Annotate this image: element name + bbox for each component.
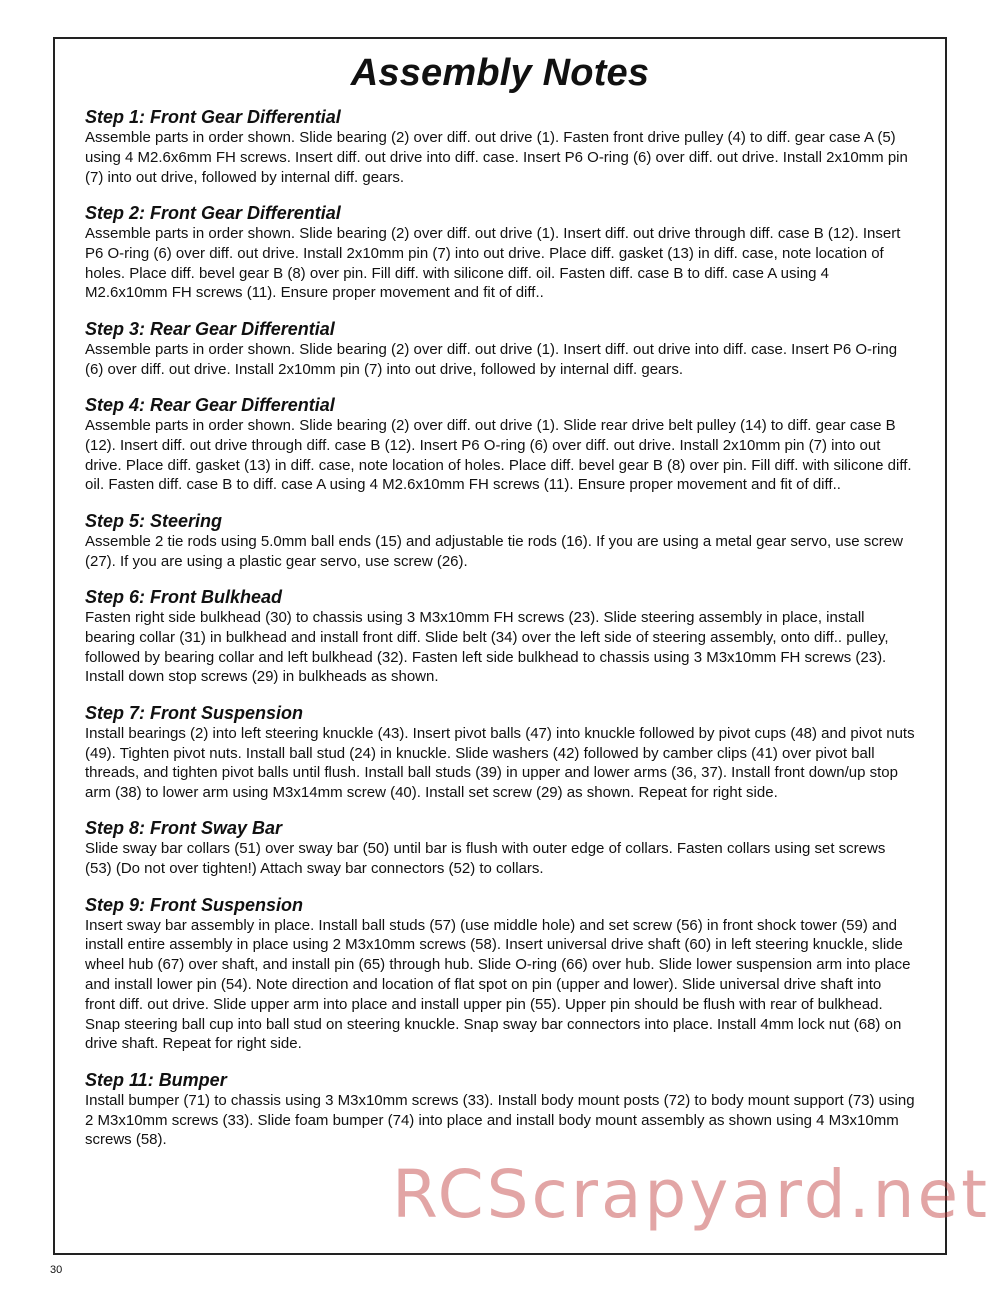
step-text: Assemble parts in order shown. Slide bearing (2) over diff. out drive (1). Insert diff. out drive through diff. case B (12). Insert P6 O-ring (6) over diff. out drive. Install 2x10mm pin (7) into out drive. Place diff. gasket (13) in diff. case, note location of holes. Place diff. bevel gear B (8) over pin. Fill diff. with silicone diff. oil. Fasten diff. case B to diff. case A using 4 M2.6x10mm FH screws (11). Ensure proper movement and fit of diff.. <box>85 224 901 302</box>
step-heading: Step 3: Rear Gear Differential <box>85 318 335 339</box>
page-title: Assembly Notes <box>350 52 650 94</box>
step-heading: Step 4: Rear Gear Differential <box>85 394 335 415</box>
step-heading: Step 9: Front Suspension <box>85 894 304 915</box>
step-4 <box>85 394 915 495</box>
step-3 <box>85 318 915 380</box>
step-2 <box>85 202 915 303</box>
step-heading: Step 5: Steering <box>85 510 223 531</box>
step-heading: Step 11: Bumper <box>85 1069 227 1090</box>
step-text: Assemble parts in order shown. Slide bearing (2) over diff. out drive (1). Slide rear drive belt pulley (14) to diff. gear case B (12). Insert diff. out drive through diff. case B (12). Insert P6 O-ring (6) over diff. out drive. Install 2x10mm pin (7) into out drive. Place diff. gasket (13) in diff. case, note location of holes. Place diff. bevel gear B (8) over pin. Fill diff. with silicone diff. oil. Fasten diff. case B to diff. case A using 4 M2.6x10mm FH screws (11). Ensure proper movement and fit of diff.. <box>85 416 912 494</box>
step-text: Fasten right side bulkhead (30) to chassis using 3 M3x10mm FH screws (23). Slide steering assembly in place, install bearing collar (31) in bulkhead and install front diff. Slide belt (34) over the left side of steering assembly, onto diff.. pulley, followed by bearing collar and left bulkhead (32). Fasten left side bulkhead to chassis using 3 M3x10mm FH screws (23). Install down stop screws (29) in bulkheads as shown. <box>85 608 889 686</box>
step-8 <box>85 817 915 879</box>
step-text: Install bearings (2) into left steering knuckle (43). Insert pivot balls (47) into knuckle followed by pivot cups (48) and pivot nuts (49). Tighten pivot nuts. Install ball stud (24) in knuckle. Slide washers (42) followed by camber clips (41) over pivot ball threads, and tighten pivot balls until flush. Install ball studs (39) in upper and lower arms (36, 37). Install front down/up stop arm (38) to lower arm using M3x14mm screw (40). Install set screw (29) as shown. Repeat for right side. <box>85 724 915 802</box>
step-9 <box>85 894 915 1055</box>
watermark: RCScrapyard.net <box>392 1156 990 1233</box>
step-heading: Step 8: Front Sway Bar <box>85 818 283 839</box>
step-6 <box>85 586 915 687</box>
steps-list <box>85 106 915 1165</box>
step-text: Assemble parts in order shown. Slide bearing (2) over diff. out drive (1). Insert diff. out drive into diff. case. Insert P6 O-ring (6) over diff. out drive. Install 2x10mm pin (7) into out drive, followed by internal diff. gears. <box>85 340 898 378</box>
step-heading: Step 2: Front Gear Differential <box>85 202 341 223</box>
page-number: 30 <box>50 1264 63 1276</box>
step-text: Install bumper (71) to chassis using 3 M3x10mm screws (33). Install body mount posts (72) to body mount support (73) using 2 M3x10mm screws (33). Slide foam bumper (74) into place and install body mount assembly as shown using 4 M3x10mm screws (58). <box>85 1091 915 1149</box>
step-1 <box>85 106 915 187</box>
step-5 <box>85 510 915 572</box>
step-text: Assemble parts in order shown. Slide bearing (2) over diff. out drive (1). Fasten front drive pulley (4) to diff. gear case A (5) using 4 M2.6x6mm FH screws. Insert diff. out drive into diff. case. Insert P6 O-ring (6) over diff. out drive. Install 2x10mm pin (7) into out drive, followed by internal diff. gears. <box>85 129 908 186</box>
step-heading: Step 6: Front Bulkhead <box>85 586 283 607</box>
step-7 <box>85 702 915 803</box>
step-text: Slide sway bar collars (51) over sway bar (50) until bar is flush with outer edge of collars. Fasten collars using set screws (53) (Do not over tighten!) Attach sway bar connectors (52) to collars. <box>85 840 886 878</box>
step-text: Assemble 2 tie rods using 5.0mm ball ends (15) and adjustable tie rods (16). If you are using a metal gear servo, use screw (27). If you are using a plastic gear servo, use screw (26). <box>85 532 903 570</box>
step-heading: Step 7: Front Suspension <box>85 702 304 723</box>
step-text: Insert sway bar assembly in place. Install ball studs (57) (use middle hole) and set screw (56) in front shock tower (59) and install entire assembly in place using 2 M3x10mm screws (58). Insert universal drive shaft (60) in left steering knuckle, slide wheel hub (67) over shaft, and install pin (65) through hub. Slide O-ring (66) over hub. Slide lower suspension arm into place and install lower pin (54). Note direction and location of flat spot on pin (upper and lower). Slide universal drive shaft into front diff. out drive. Slide upper arm into place and install upper pin (55). Upper pin should be flush with rear of bulkhead. Snap steering ball cup into ball stud on steering knuckle. Snap sway bar connectors into place. Install 4mm lock nut (68) on drive shaft. Repeat for right side. <box>85 916 911 1053</box>
step-heading: Step 1: Front Gear Differential <box>85 107 341 127</box>
step-11 <box>85 1069 915 1150</box>
